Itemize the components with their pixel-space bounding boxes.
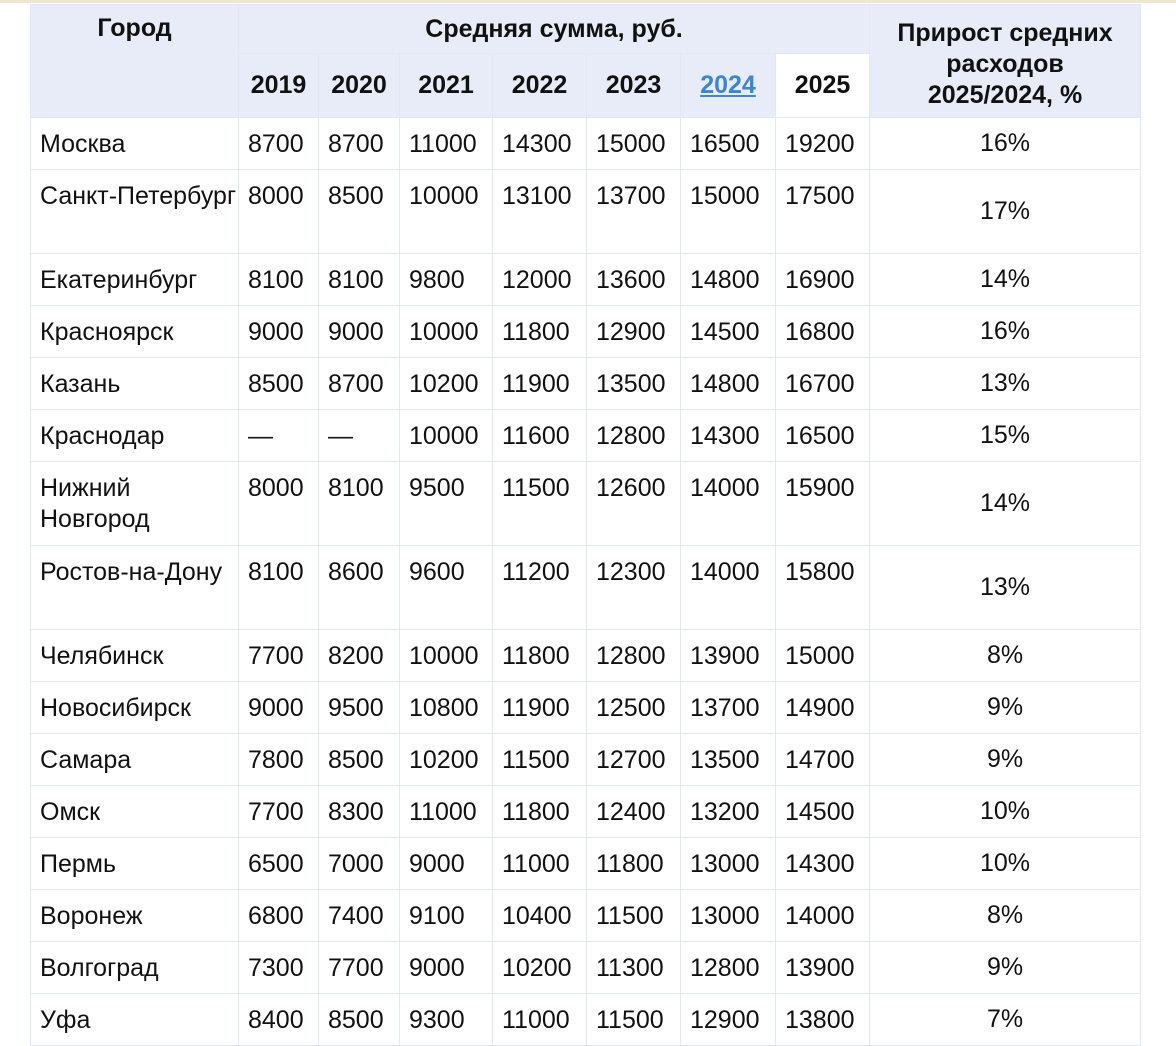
value-cell-2023: 12800 xyxy=(587,630,681,682)
growth-cell: 14% xyxy=(870,254,1141,306)
value-cell-2020: 9000 xyxy=(319,306,400,358)
table-row xyxy=(31,410,1141,462)
city-cell: Новосибирск xyxy=(31,682,239,734)
value-cell-2022: 14300 xyxy=(493,118,587,170)
value-cell-2024: 14800 xyxy=(681,254,776,306)
value-cell-2020: 8700 xyxy=(319,358,400,410)
value-cell-2025: 14000 xyxy=(776,890,870,942)
table-row xyxy=(31,546,1141,630)
growth-cell: 9% xyxy=(870,734,1141,786)
value-cell-2019: 9000 xyxy=(239,306,319,358)
value-cell-2021: 10000 xyxy=(400,410,493,462)
value-cell-2022: 11000 xyxy=(493,994,587,1046)
table-row xyxy=(31,786,1141,838)
value-cell-2025: 13800 xyxy=(776,994,870,1046)
value-cell-2025: 14700 xyxy=(776,734,870,786)
year-header-2021: 2021 xyxy=(400,54,493,118)
table-row xyxy=(31,682,1141,734)
value-cell-2019: — xyxy=(239,410,319,462)
value-cell-2019: 7300 xyxy=(239,942,319,994)
year-header-2020: 2020 xyxy=(319,54,400,118)
value-cell-2022: 11500 xyxy=(493,734,587,786)
value-cell-2025: 15000 xyxy=(776,630,870,682)
value-cell-2021: 9000 xyxy=(400,942,493,994)
value-cell-2019: 8700 xyxy=(239,118,319,170)
value-cell-2024: 14300 xyxy=(681,410,776,462)
value-cell-2023: 12800 xyxy=(587,410,681,462)
value-cell-2025: 15800 xyxy=(776,546,870,630)
year-header-2023: 2023 xyxy=(587,54,681,118)
value-cell-2021: 11000 xyxy=(400,786,493,838)
value-cell-2019: 7700 xyxy=(239,630,319,682)
value-cell-2025: 14900 xyxy=(776,682,870,734)
value-cell-2019: 8500 xyxy=(239,358,319,410)
value-cell-2021: 10000 xyxy=(400,170,493,254)
value-cell-2024: 15000 xyxy=(681,170,776,254)
growth-cell: 8% xyxy=(870,630,1141,682)
value-cell-2024: 14800 xyxy=(681,358,776,410)
value-cell-2022: 12000 xyxy=(493,254,587,306)
value-cell-2024: 13700 xyxy=(681,682,776,734)
city-cell: Челябинск xyxy=(31,630,239,682)
table-row xyxy=(31,890,1141,942)
value-cell-2020: 7400 xyxy=(319,890,400,942)
value-cell-2024: 12900 xyxy=(681,994,776,1046)
city-cell: Пермь xyxy=(31,838,239,890)
city-column-header: Город xyxy=(31,5,239,118)
city-cell: Екатеринбург xyxy=(31,254,239,306)
value-cell-2024: 13500 xyxy=(681,734,776,786)
table-row xyxy=(31,306,1141,358)
value-cell-2020: 8300 xyxy=(319,786,400,838)
city-cell: Нижний Новгород xyxy=(31,462,239,546)
value-cell-2021: 10200 xyxy=(400,358,493,410)
value-cell-2023: 11300 xyxy=(587,942,681,994)
value-cell-2025: 19200 xyxy=(776,118,870,170)
value-cell-2022: 11600 xyxy=(493,410,587,462)
value-cell-2024: 13200 xyxy=(681,786,776,838)
growth-cell: 9% xyxy=(870,682,1141,734)
growth-cell: 17% xyxy=(870,170,1141,254)
value-cell-2020: 8500 xyxy=(319,170,400,254)
city-cell: Воронеж xyxy=(31,890,239,942)
value-cell-2022: 10400 xyxy=(493,890,587,942)
value-cell-2020: 9500 xyxy=(319,682,400,734)
value-cell-2022: 11500 xyxy=(493,462,587,546)
value-cell-2025: 15900 xyxy=(776,462,870,546)
value-cell-2022: 11800 xyxy=(493,786,587,838)
table-row xyxy=(31,994,1141,1046)
value-cell-2023: 11500 xyxy=(587,994,681,1046)
city-cell: Краснодар xyxy=(31,410,239,462)
value-cell-2020: 8700 xyxy=(319,118,400,170)
value-cell-2024: 14500 xyxy=(681,306,776,358)
value-cell-2019: 8100 xyxy=(239,546,319,630)
growth-cell: 13% xyxy=(870,546,1141,630)
value-cell-2024: 14000 xyxy=(681,462,776,546)
year-header-2025: 2025 xyxy=(776,54,870,118)
value-cell-2020: 8500 xyxy=(319,734,400,786)
value-cell-2020: 8600 xyxy=(319,546,400,630)
value-cell-2020: 7700 xyxy=(319,942,400,994)
value-cell-2023: 15000 xyxy=(587,118,681,170)
value-cell-2024: 13000 xyxy=(681,838,776,890)
growth-column-header: Прирост средних расходов 2025/2024, % xyxy=(870,5,1141,118)
value-cell-2021: 9800 xyxy=(400,254,493,306)
city-cell: Уфа xyxy=(31,994,239,1046)
value-cell-2019: 8400 xyxy=(239,994,319,1046)
city-cell: Омск xyxy=(31,786,239,838)
value-cell-2021: 9600 xyxy=(400,546,493,630)
table-row xyxy=(31,254,1141,306)
value-cell-2025: 14500 xyxy=(776,786,870,838)
value-cell-2022: 11000 xyxy=(493,838,587,890)
value-cell-2025: 16700 xyxy=(776,358,870,410)
value-cell-2024: 14000 xyxy=(681,546,776,630)
growth-cell: 14% xyxy=(870,462,1141,546)
value-cell-2019: 8000 xyxy=(239,170,319,254)
value-cell-2021: 10000 xyxy=(400,306,493,358)
year-2024-link[interactable]: 2024 xyxy=(700,71,756,99)
value-cell-2022: 10200 xyxy=(493,942,587,994)
value-cell-2023: 11500 xyxy=(587,890,681,942)
city-cell: Ростов-на-Дону xyxy=(31,546,239,630)
growth-cell: 10% xyxy=(870,786,1141,838)
growth-cell: 9% xyxy=(870,942,1141,994)
growth-cell: 8% xyxy=(870,890,1141,942)
year-header-2019: 2019 xyxy=(239,54,319,118)
value-cell-2025: 17500 xyxy=(776,170,870,254)
value-cell-2023: 13700 xyxy=(587,170,681,254)
table-row xyxy=(31,118,1141,170)
value-cell-2021: 9100 xyxy=(400,890,493,942)
value-cell-2019: 8100 xyxy=(239,254,319,306)
year-header-2024[interactable] xyxy=(681,54,776,118)
average-amount-header: Средняя сумма, руб. xyxy=(239,5,870,54)
value-cell-2020: 8100 xyxy=(319,462,400,546)
value-cell-2021: 10200 xyxy=(400,734,493,786)
table-row xyxy=(31,630,1141,682)
value-cell-2023: 12300 xyxy=(587,546,681,630)
value-cell-2022: 11200 xyxy=(493,546,587,630)
city-cell: Красноярск xyxy=(31,306,239,358)
value-cell-2020: 8200 xyxy=(319,630,400,682)
value-cell-2020: 8100 xyxy=(319,254,400,306)
value-cell-2021: 9300 xyxy=(400,994,493,1046)
value-cell-2025: 13900 xyxy=(776,942,870,994)
value-cell-2020: 7000 xyxy=(319,838,400,890)
value-cell-2021: 10000 xyxy=(400,630,493,682)
value-cell-2022: 11800 xyxy=(493,306,587,358)
value-cell-2021: 11000 xyxy=(400,118,493,170)
city-cell: Волгоград xyxy=(31,942,239,994)
growth-cell: 16% xyxy=(870,118,1141,170)
city-cell: Москва xyxy=(31,118,239,170)
growth-cell: 13% xyxy=(870,358,1141,410)
value-cell-2019: 7800 xyxy=(239,734,319,786)
table-row xyxy=(31,838,1141,890)
value-cell-2019: 9000 xyxy=(239,682,319,734)
table-row xyxy=(31,170,1141,254)
value-cell-2025: 16800 xyxy=(776,306,870,358)
spending-table xyxy=(30,4,1141,1046)
value-cell-2022: 13100 xyxy=(493,170,587,254)
value-cell-2023: 13500 xyxy=(587,358,681,410)
value-cell-2023: 11800 xyxy=(587,838,681,890)
value-cell-2024: 12800 xyxy=(681,942,776,994)
table-row xyxy=(31,358,1141,410)
value-cell-2023: 12700 xyxy=(587,734,681,786)
table-row xyxy=(31,942,1141,994)
city-cell: Санкт-Петербург xyxy=(31,170,239,254)
value-cell-2025: 16500 xyxy=(776,410,870,462)
value-cell-2024: 13900 xyxy=(681,630,776,682)
value-cell-2022: 11900 xyxy=(493,358,587,410)
value-cell-2024: 13000 xyxy=(681,890,776,942)
city-cell: Казань xyxy=(31,358,239,410)
city-cell: Самара xyxy=(31,734,239,786)
value-cell-2021: 9000 xyxy=(400,838,493,890)
value-cell-2023: 13600 xyxy=(587,254,681,306)
year-header-2022: 2022 xyxy=(493,54,587,118)
table-row xyxy=(31,462,1141,546)
growth-cell: 15% xyxy=(870,410,1141,462)
growth-cell: 10% xyxy=(870,838,1141,890)
value-cell-2020: 8500 xyxy=(319,994,400,1046)
value-cell-2021: 10800 xyxy=(400,682,493,734)
value-cell-2023: 12600 xyxy=(587,462,681,546)
value-cell-2025: 16900 xyxy=(776,254,870,306)
value-cell-2022: 11900 xyxy=(493,682,587,734)
value-cell-2019: 7700 xyxy=(239,786,319,838)
value-cell-2023: 12500 xyxy=(587,682,681,734)
table-row xyxy=(31,734,1141,786)
value-cell-2019: 6500 xyxy=(239,838,319,890)
growth-cell: 16% xyxy=(870,306,1141,358)
value-cell-2025: 14300 xyxy=(776,838,870,890)
value-cell-2020: — xyxy=(319,410,400,462)
value-cell-2022: 11800 xyxy=(493,630,587,682)
top-border xyxy=(0,0,1176,3)
growth-cell: 7% xyxy=(870,994,1141,1046)
value-cell-2019: 6800 xyxy=(239,890,319,942)
value-cell-2023: 12900 xyxy=(587,306,681,358)
value-cell-2019: 8000 xyxy=(239,462,319,546)
value-cell-2021: 9500 xyxy=(400,462,493,546)
value-cell-2024: 16500 xyxy=(681,118,776,170)
value-cell-2023: 12400 xyxy=(587,786,681,838)
